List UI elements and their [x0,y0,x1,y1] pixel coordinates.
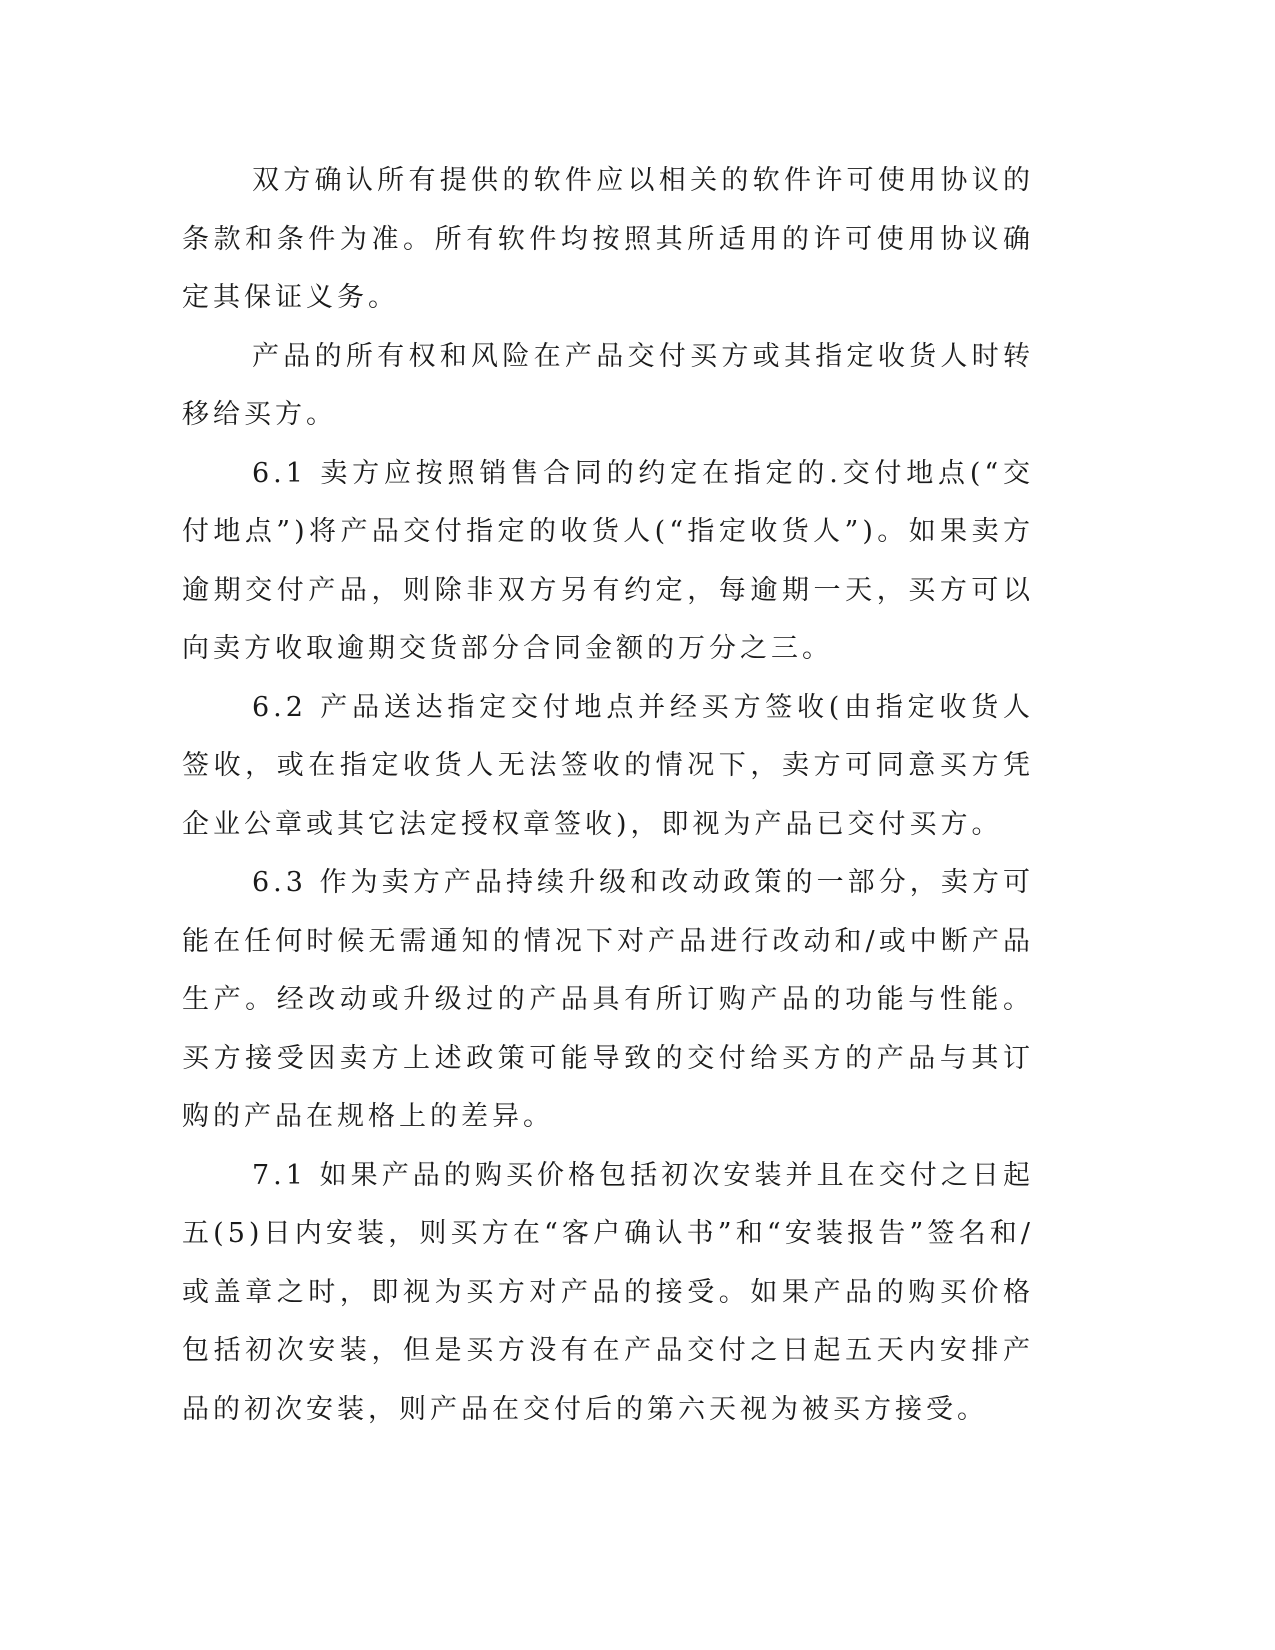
paragraph-6-2: 6.2 产品送达指定交付地点并经买方签收(由指定收货人签收，或在指定收货人无法签收的情况下，卖方可同意买方凭企业公章或其它法定授权章签收)，即视为产品已交付买方。 [182,691,1034,840]
document-page [182,152,1034,1439]
paragraph-software-license: 双方确认所有提供的软件应以相关的软件许可使用协议的条款和条件为准。所有软件均按照其所适用的许可使用协议确定其保证义务。 [182,165,1034,313]
paragraph-6-3: 6.3 作为卖方产品持续升级和改动政策的一部分，卖方可能在任何时候无需通知的情况下对产品进行改动和/或中断产品生产。经改动或升级过的产品具有所订购产品的功能与性能。买方接受因卖方上述政策可能导致的交付给买方的产品与其订购的产品在规格上的差异。 [182,867,1034,1132]
paragraph-ownership-risk: 产品的所有权和风险在产品交付买方或其指定收货人时转移给买方。 [182,340,1034,430]
paragraph-7-1: 7.1 如果产品的购买价格包括初次安装并且在交付之日起五(5)日内安装，则买方在“客户确认书”和“安装报告”签名和/或盖章之时，即视为买方对产品的接受。如果产品的购买价格包括初次安装，但是买方没有在产品交付之日起五天内安排产品的初次安装，则产品在交付后的第六天视为被买方接受。 [182,1159,1034,1425]
paragraph-6-1: 6.1 卖方应按照销售合同的约定在指定的.交付地点(“交付地点”)将产品交付指定的收货人(“指定收货人”)。如果卖方逾期交付产品，则除非双方另有约定，每逾期一天，买方可以向卖方收取逾期交货部分合同金额的万分之三。 [182,457,1034,664]
